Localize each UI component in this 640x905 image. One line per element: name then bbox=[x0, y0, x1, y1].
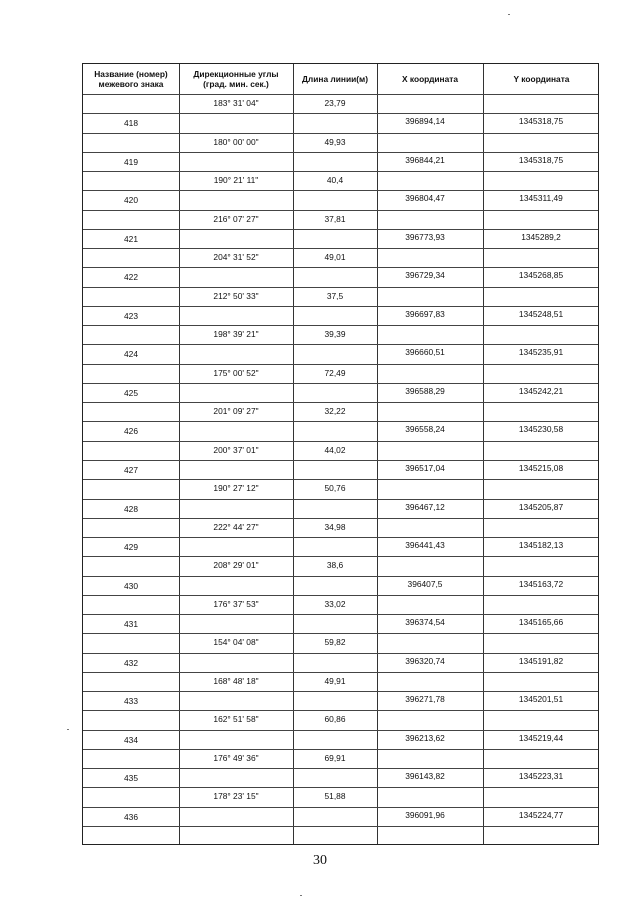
row-separator bbox=[83, 691, 598, 692]
x-coordinate-cell: 396271,78 bbox=[405, 694, 445, 705]
row-separator bbox=[83, 441, 598, 442]
x-coordinate-cell: 396558,24 bbox=[405, 424, 445, 435]
column-separator bbox=[293, 64, 294, 844]
bearing-angle-cell: 200° 37' 01" bbox=[213, 444, 259, 455]
line-length-cell: 51,88 bbox=[324, 791, 346, 802]
row-separator bbox=[83, 730, 598, 731]
x-coordinate-cell: 396588,29 bbox=[405, 385, 445, 396]
point-name-cell: 434 bbox=[124, 734, 138, 745]
row-separator bbox=[83, 421, 598, 422]
row-separator bbox=[83, 614, 598, 615]
x-coordinate-cell: 396660,51 bbox=[405, 347, 445, 358]
point-name-cell: 428 bbox=[124, 503, 138, 514]
y-coordinate-cell: 1345201,51 bbox=[518, 694, 564, 705]
row-separator bbox=[83, 653, 598, 654]
bearing-angle-cell: 162° 51' 58" bbox=[213, 714, 259, 725]
bearing-angle-cell: 176° 37' 53" bbox=[213, 598, 259, 609]
row-separator bbox=[83, 537, 598, 538]
x-coordinate-cell: 396441,43 bbox=[405, 540, 445, 550]
bearing-angle-cell: 168° 48' 18" bbox=[213, 675, 259, 686]
y-coordinate-cell: 1345223,31 bbox=[518, 771, 564, 782]
bearing-angle-cell: 183° 31' 04" bbox=[213, 98, 259, 108]
point-name-cell: 419 bbox=[124, 156, 138, 167]
bearing-angle-cell: 208° 29' 01" bbox=[213, 560, 259, 571]
bearing-angle-cell: 201° 09' 27" bbox=[213, 406, 259, 417]
row-separator bbox=[83, 248, 598, 249]
row-separator bbox=[83, 576, 598, 577]
line-length-cell: 33,02 bbox=[324, 598, 346, 609]
line-length-cell: 44,02 bbox=[324, 444, 346, 455]
row-separator bbox=[83, 499, 598, 500]
bearing-angle-cell: 175° 00' 52" bbox=[213, 367, 259, 378]
y-coordinate-cell: 1345248,51 bbox=[518, 308, 564, 319]
point-name-cell: 418 bbox=[124, 118, 138, 129]
row-separator bbox=[83, 672, 598, 673]
line-length-cell: 50,76 bbox=[324, 483, 346, 494]
row-separator bbox=[83, 595, 598, 596]
y-coordinate-cell: 1345230,58 bbox=[518, 424, 564, 435]
bearing-angle-cell: 216° 07' 27" bbox=[213, 213, 259, 224]
row-separator bbox=[83, 171, 598, 172]
x-coordinate-cell: 396773,93 bbox=[405, 231, 445, 242]
line-length-cell: 59,82 bbox=[324, 637, 346, 648]
row-separator bbox=[83, 460, 598, 461]
row-separator bbox=[83, 787, 598, 788]
row-separator bbox=[83, 94, 598, 95]
bearing-angle-cell: 178° 23' 15" bbox=[213, 791, 259, 802]
point-name-cell: 433 bbox=[124, 696, 138, 707]
header-y-coordinate: Y координата bbox=[513, 74, 570, 84]
x-coordinate-cell: 396143,82 bbox=[405, 771, 445, 782]
point-name-cell: 420 bbox=[124, 195, 138, 206]
y-coordinate-cell: 1345191,82 bbox=[518, 655, 564, 666]
point-name-cell: 431 bbox=[124, 619, 138, 629]
y-coordinate-cell: 1345219,44 bbox=[518, 732, 564, 743]
line-length-cell: 49,01 bbox=[324, 252, 346, 263]
y-coordinate-cell: 1345318,75 bbox=[518, 116, 564, 127]
x-coordinate-cell: 396844,21 bbox=[405, 154, 445, 165]
point-name-cell: 436 bbox=[124, 811, 138, 822]
x-coordinate-cell: 396894,14 bbox=[405, 116, 445, 127]
scan-speck bbox=[67, 729, 69, 730]
y-coordinate-cell: 1345205,87 bbox=[518, 501, 564, 512]
page-number: 30 bbox=[313, 853, 327, 868]
bearing-angle-cell: 190° 27' 12" bbox=[213, 483, 259, 494]
row-separator bbox=[83, 807, 598, 808]
point-name-cell: 432 bbox=[124, 657, 138, 668]
point-name-cell: 426 bbox=[124, 426, 138, 437]
row-separator bbox=[83, 768, 598, 769]
line-length-cell: 34,98 bbox=[324, 521, 346, 532]
point-name-cell: 429 bbox=[124, 542, 138, 552]
row-separator bbox=[83, 556, 598, 557]
header-point-name: Название (номер) межевого знака bbox=[94, 69, 168, 89]
y-coordinate-cell: 1345242,21 bbox=[518, 385, 564, 396]
y-coordinate-cell: 1345163,72 bbox=[518, 578, 564, 589]
bearing-angle-cell: 204° 31' 52" bbox=[213, 252, 259, 263]
row-separator bbox=[83, 826, 598, 827]
line-length-cell: 37,81 bbox=[324, 213, 346, 224]
x-coordinate-cell: 396320,74 bbox=[405, 655, 445, 666]
x-coordinate-cell: 396697,83 bbox=[405, 308, 445, 319]
scan-speck bbox=[300, 895, 302, 896]
row-separator bbox=[83, 344, 598, 345]
y-coordinate-cell: 1345268,85 bbox=[518, 270, 564, 281]
row-separator bbox=[83, 383, 598, 384]
y-coordinate-cell: 1345182,13 bbox=[518, 540, 564, 550]
row-separator bbox=[83, 749, 598, 750]
header-bearing-angles: Дирекционные углы (град. мин. сек.) bbox=[193, 69, 279, 89]
row-separator bbox=[83, 518, 598, 519]
bearing-angle-cell: 212° 50' 33" bbox=[213, 290, 259, 301]
bearing-angle-cell: 198° 39' 21" bbox=[213, 329, 259, 340]
x-coordinate-cell: 396374,54 bbox=[405, 617, 445, 627]
row-separator bbox=[83, 229, 598, 230]
point-name-cell: 421 bbox=[124, 233, 138, 244]
line-length-cell: 60,86 bbox=[324, 714, 346, 725]
point-name-cell: 423 bbox=[124, 310, 138, 321]
point-name-cell: 424 bbox=[124, 349, 138, 360]
line-length-cell: 69,91 bbox=[324, 752, 346, 763]
header-x-coordinate: X координата bbox=[401, 74, 459, 84]
x-coordinate-cell: 396091,96 bbox=[405, 809, 445, 820]
row-separator bbox=[83, 152, 598, 153]
row-separator bbox=[83, 306, 598, 307]
x-coordinate-cell: 396213,62 bbox=[405, 732, 445, 743]
y-coordinate-cell: 1345224,77 bbox=[518, 809, 564, 820]
x-coordinate-cell: 396804,47 bbox=[405, 193, 445, 204]
line-length-cell: 37,5 bbox=[326, 290, 344, 301]
line-length-cell: 49,93 bbox=[324, 136, 346, 147]
point-name-cell: 427 bbox=[124, 464, 138, 475]
point-name-cell: 425 bbox=[124, 387, 138, 398]
y-coordinate-cell: 1345165,66 bbox=[518, 617, 564, 627]
line-length-cell: 40,4 bbox=[326, 175, 344, 185]
line-length-cell: 72,49 bbox=[324, 367, 346, 378]
row-separator bbox=[83, 325, 598, 326]
line-length-cell: 23,79 bbox=[324, 98, 346, 108]
line-length-cell: 39,39 bbox=[324, 329, 346, 340]
line-length-cell: 49,91 bbox=[324, 675, 346, 686]
row-separator bbox=[83, 287, 598, 288]
bearing-angle-cell: 176° 49' 36" bbox=[213, 752, 259, 763]
x-coordinate-cell: 396407,5 bbox=[407, 578, 443, 589]
bearing-angle-cell: 180° 00' 00" bbox=[213, 136, 259, 147]
row-separator bbox=[83, 402, 598, 403]
point-name-cell: 430 bbox=[124, 580, 138, 591]
row-separator bbox=[83, 113, 598, 114]
y-coordinate-cell: 1345318,75 bbox=[518, 154, 564, 165]
y-coordinate-cell: 1345215,08 bbox=[518, 462, 564, 473]
row-separator bbox=[83, 364, 598, 365]
point-name-cell: 435 bbox=[124, 773, 138, 784]
x-coordinate-cell: 396467,12 bbox=[405, 501, 445, 512]
column-separator bbox=[483, 64, 484, 844]
point-name-cell: 422 bbox=[124, 272, 138, 283]
column-separator bbox=[179, 64, 180, 844]
row-separator bbox=[83, 190, 598, 191]
row-separator bbox=[83, 267, 598, 268]
x-coordinate-cell: 396729,34 bbox=[405, 270, 445, 281]
bearing-angle-cell: 190° 21' 11" bbox=[213, 175, 259, 185]
column-separator bbox=[377, 64, 378, 844]
row-separator bbox=[83, 633, 598, 634]
y-coordinate-cell: 1345235,91 bbox=[518, 347, 564, 358]
row-separator bbox=[83, 710, 598, 711]
boundary-coordinates-table bbox=[82, 63, 599, 845]
row-separator bbox=[83, 210, 598, 211]
line-length-cell: 32,22 bbox=[324, 406, 346, 417]
y-coordinate-cell: 1345311,49 bbox=[519, 193, 563, 204]
header-line-length: Длина линии(м) bbox=[301, 74, 369, 84]
line-length-cell: 38,6 bbox=[326, 560, 344, 571]
bearing-angle-cell: 222° 44' 27" bbox=[213, 521, 259, 532]
y-coordinate-cell: 1345289,2 bbox=[521, 231, 561, 242]
x-coordinate-cell: 396517,04 bbox=[405, 462, 445, 473]
row-separator bbox=[83, 479, 598, 480]
row-separator bbox=[83, 133, 598, 134]
bearing-angle-cell: 154° 04' 08" bbox=[213, 637, 259, 648]
scan-speck bbox=[508, 14, 510, 15]
